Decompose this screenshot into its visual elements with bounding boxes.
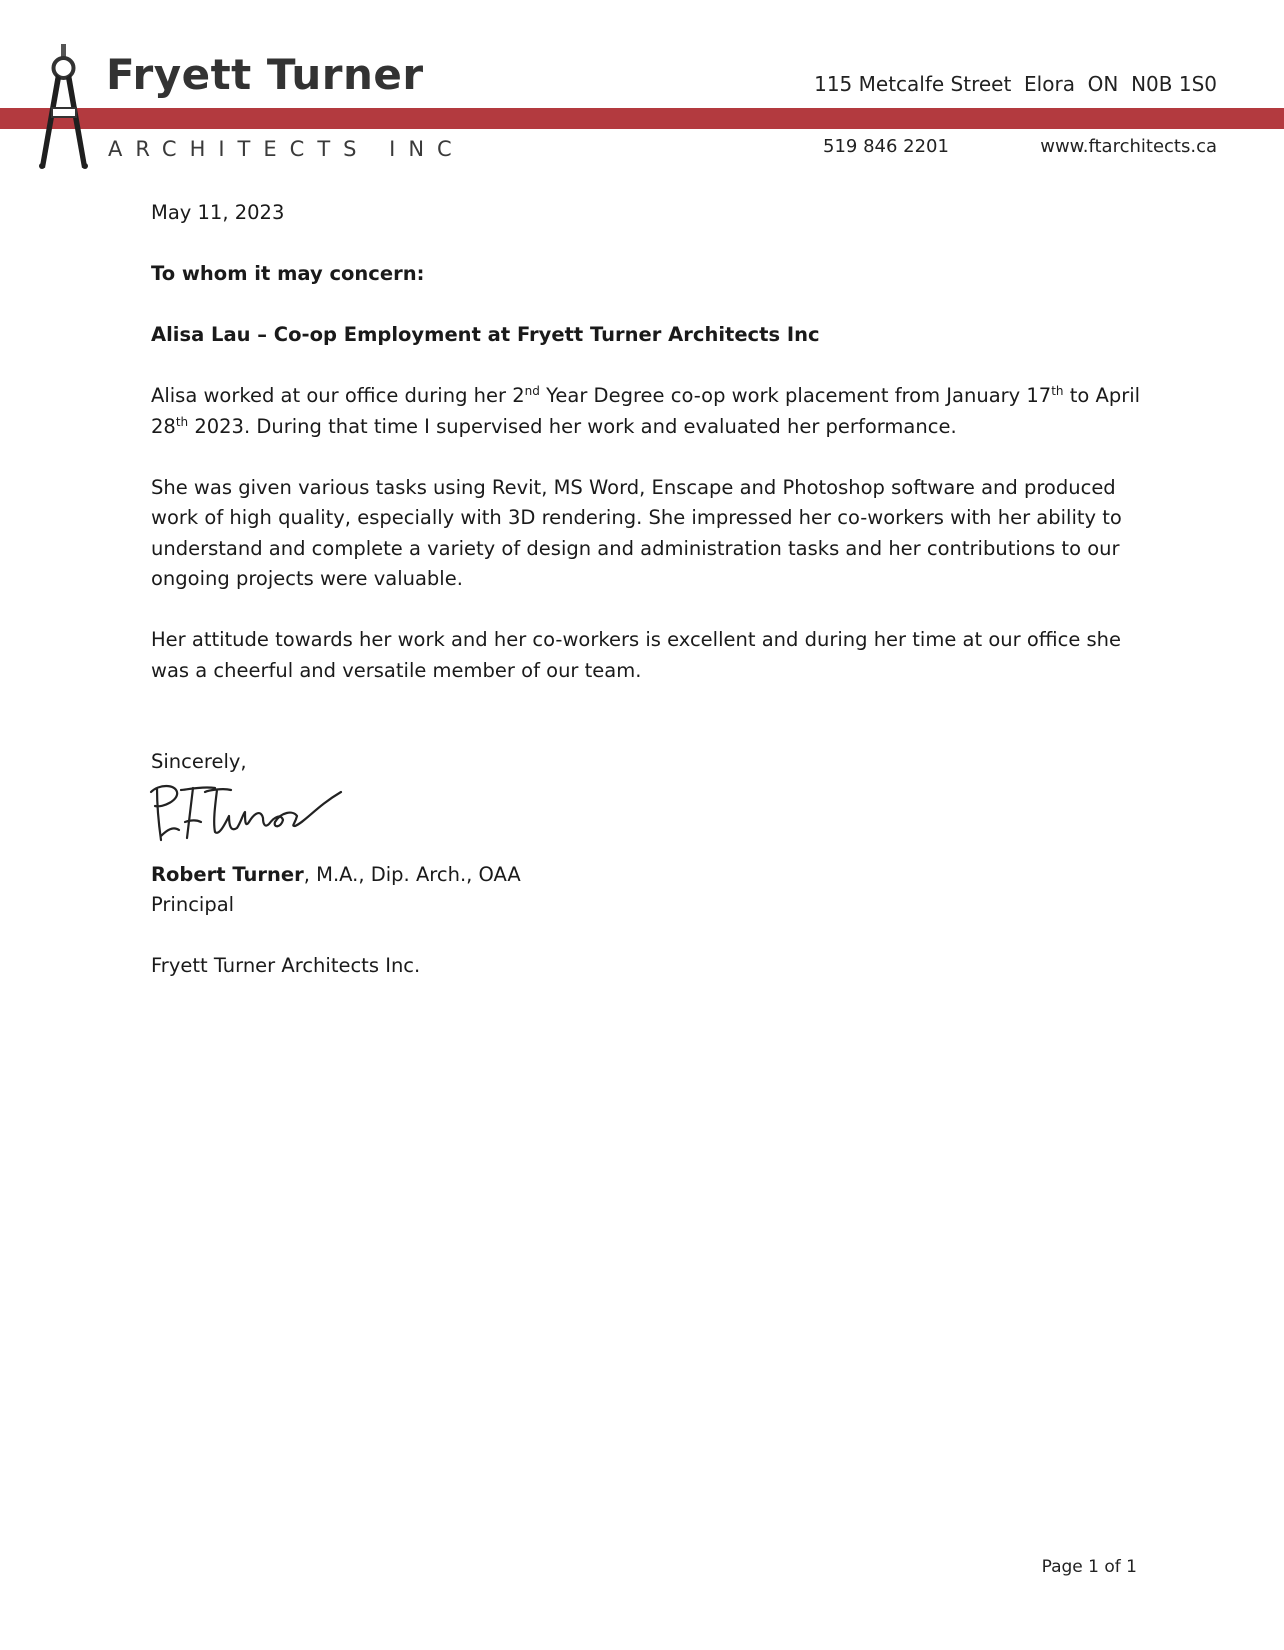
signer-line <box>151 860 1141 891</box>
paragraph-placement <box>151 381 1141 442</box>
p1-text-a: Alisa worked at our office during her 2 <box>151 384 525 407</box>
letterhead <box>0 0 1284 175</box>
company-website[interactable]: www.ftarchitects.ca <box>1040 136 1217 157</box>
signer-credentials: , M.A., Dip. Arch., OAA <box>303 862 521 886</box>
p1-text-b: Year Degree co-op work placement from January 17 <box>539 384 1052 407</box>
signature-image <box>145 778 355 848</box>
letterhead-red-band <box>0 108 1284 129</box>
letter-body <box>151 198 1141 1012</box>
signer-title: Principal <box>151 893 235 916</box>
paragraph-tasks: She was given various tasks using Revit, MS Word, Enscape and Photoshop software and produced work of high quality, especially with 3D rendering. She impressed her co-workers with her ability to understand and complete a variety of design and administration tasks and her contributions to our ongoing projects were valuable. <box>151 475 1122 590</box>
paragraph-attitude: Her attitude towards her work and her co-workers is excellent and during her time at our office she was a cheerful and versatile member of our team. <box>151 628 1122 682</box>
letter-salutation: To whom it may concern: <box>151 262 425 285</box>
letter-date: May 11, 2023 <box>151 201 285 224</box>
company-address: 115 Metcalfe Street Elora ON N0B 1S0 <box>814 72 1217 96</box>
p1-text-d: 2023. During that time I supervised her work and evaluated her performance. <box>188 414 957 438</box>
company-phone: 519 846 2201 <box>823 136 949 157</box>
letter-closing: Sincerely, <box>151 750 247 773</box>
company-subtitle: ARCHITECTS INC <box>108 137 465 161</box>
signer-name: Robert Turner <box>151 862 304 886</box>
p1-sup-nd: nd <box>524 384 540 398</box>
p1-sup-th-2: th <box>175 414 189 429</box>
company-name: Fryett Turner <box>106 50 424 99</box>
p1-sup-th-1: th <box>1051 384 1064 398</box>
compass-logo-icon <box>38 44 90 172</box>
page-number: Page 1 of 1 <box>1041 1557 1137 1577</box>
letter-subject: Alisa Lau – Co-op Employment at Fryett Turner Architects Inc <box>151 323 820 346</box>
p1-text-c: to April 28 <box>151 384 1141 438</box>
signer-company: Fryett Turner Architects Inc. <box>151 954 421 977</box>
